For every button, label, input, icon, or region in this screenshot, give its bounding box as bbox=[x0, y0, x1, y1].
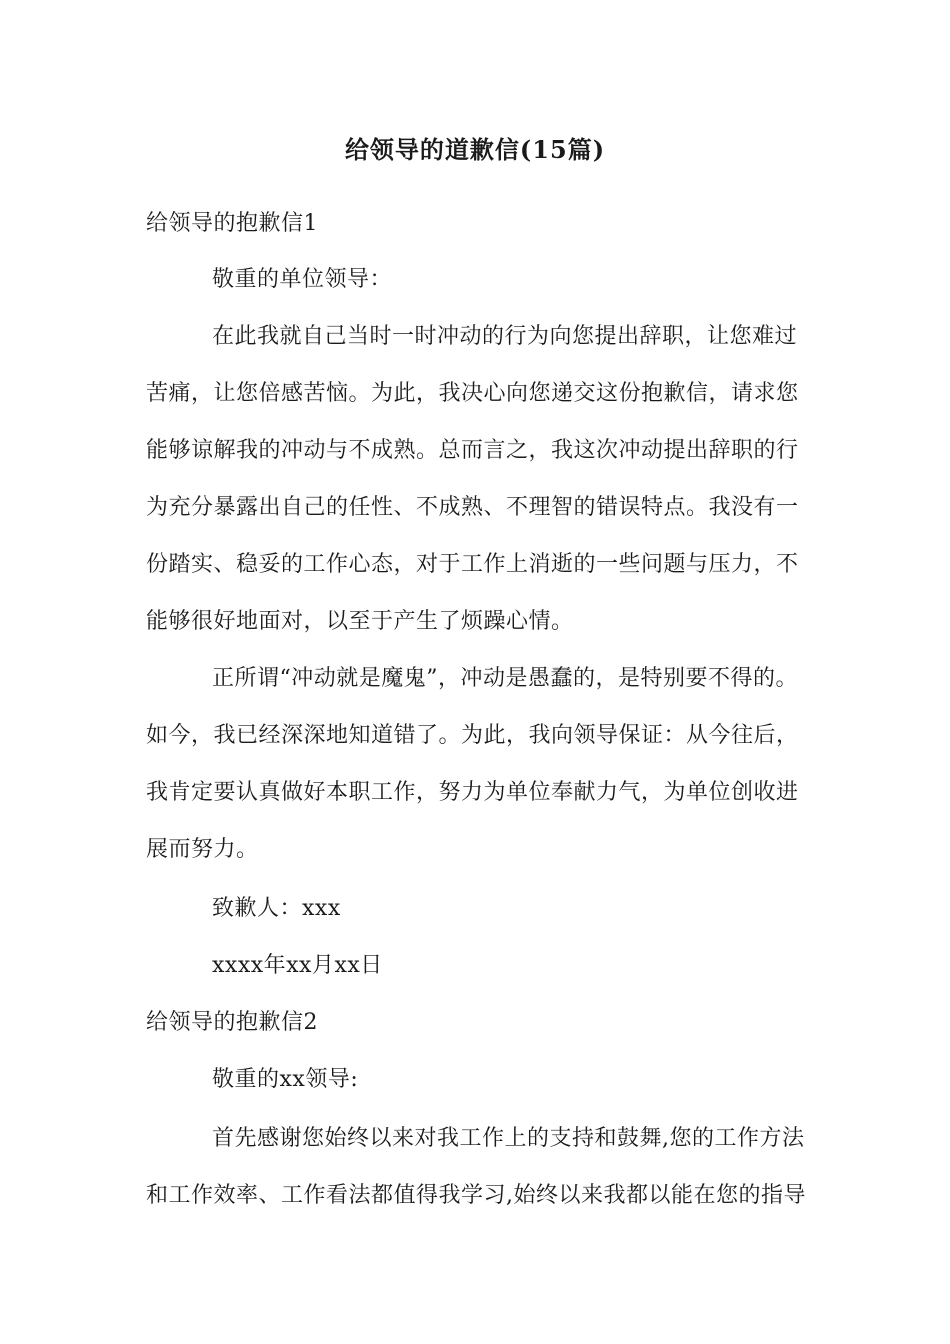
salutation-2: 敬重的xx领导: bbox=[212, 1067, 359, 1092]
paragraph-line: 正所谓“冲动就是魔鬼”，冲动是愚蠢的，是特别要不得的。 bbox=[212, 666, 798, 691]
paragraph-line: 展而努力。 bbox=[146, 837, 259, 862]
date-line: xxxx年xx月xx日 bbox=[212, 953, 383, 978]
paragraph-line: 首先感谢您始终以来对我工作上的支持和鼓舞,您的工作方法 bbox=[212, 1126, 805, 1151]
document-title: 给领导的道歉信(15篇) bbox=[344, 135, 606, 164]
letter-heading-2: 给领导的抱歉信2 bbox=[146, 1010, 318, 1035]
letter-heading-1: 给领导的抱歉信1 bbox=[146, 211, 318, 236]
salutation-1: 敬重的单位领导： bbox=[212, 267, 393, 292]
paragraph-line: 能够很好地面对，以至于产生了烦躁心情。 bbox=[146, 609, 574, 634]
paragraph-line: 在此我就自己当时一时冲动的行为向您提出辞职，让您难过 bbox=[212, 324, 798, 349]
paragraph-line: 份踏实、稳妥的工作心态，对于工作上消逝的一些问题与压力，不 bbox=[146, 552, 799, 577]
paragraph-line: 苦痛，让您倍感苦恼。为此，我决心向您递交这份抱歉信，请求您 bbox=[146, 381, 799, 406]
paragraph-line: 和工作效率、工作看法都值得我学习,始终以来我都以能在您的指导 bbox=[146, 1183, 806, 1208]
paragraph-line: 我肯定要认真做好本职工作，努力为单位奉献力气，为单位创收进 bbox=[146, 780, 799, 805]
signature-line: 致歉人：xxx bbox=[212, 896, 341, 921]
paragraph-line: 为充分暴露出自己的任性、不成熟、不理智的错误特点。我没有一 bbox=[146, 495, 799, 520]
paragraph-line: 能够谅解我的冲动与不成熟。总而言之，我这次冲动提出辞职的行 bbox=[146, 438, 799, 463]
paragraph-line: 如今，我已经深深地知道错了。为此，我向领导保证：从今往后， bbox=[146, 723, 799, 748]
